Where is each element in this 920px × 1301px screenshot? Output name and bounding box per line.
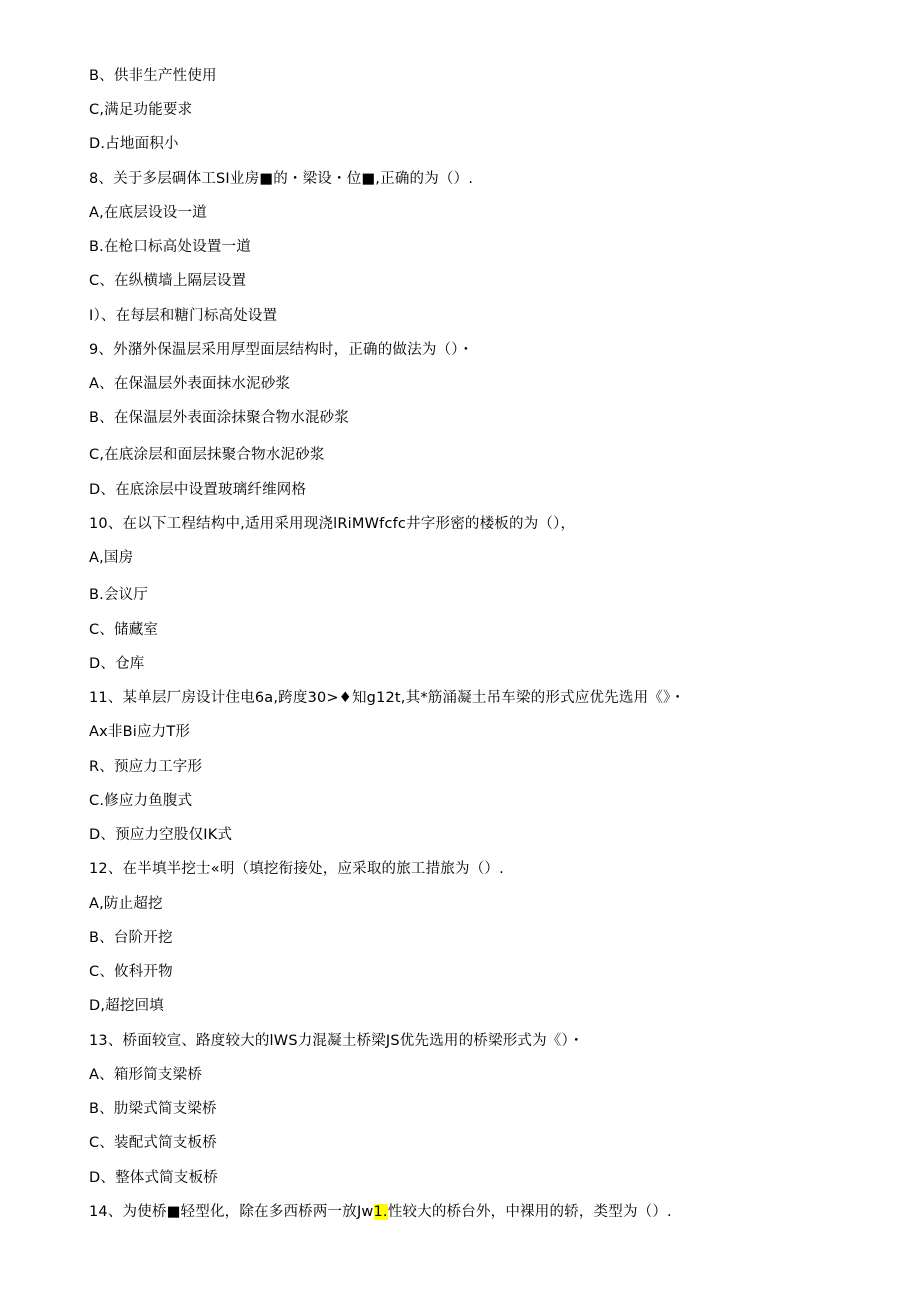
option-line: D.占地面积小 — [89, 136, 179, 152]
option-line: B、在保温层外表面涂抹聚合物水混砂浆 — [89, 410, 350, 426]
option-line: I）、在每层和糖门标高处设置 — [89, 308, 278, 324]
option-line: D、预应力空股仅IK式 — [89, 827, 233, 843]
question-9: 9、外潴外保温层采用厚型面层结构时，正确的做法为（）・ — [89, 342, 474, 358]
option-line: C,满足功能要求 — [89, 102, 193, 118]
option-line: D、在底涂层中设置玻璃纤维网格 — [89, 482, 307, 498]
question-10: 10、在以下工程结构中,适用采用现浇lRiMWfcfc井字形密的楼板的为（）， — [89, 516, 576, 532]
question-8: 8、关于多层碉体工SI业房■的・梁设・位■,正确的为（）. — [89, 171, 474, 187]
option-line: R、预应力工字形 — [89, 759, 203, 775]
question-13: 13、桥面较宣、路度较大的lWS力混凝土桥梁JS优先选用的桥梁形式为《）・ — [89, 1033, 584, 1049]
option-line: A,防止超挖 — [89, 896, 163, 912]
option-line: C、储藏室 — [89, 622, 159, 638]
question-14 — [89, 1202, 672, 1222]
question-11: 11、某单层厂房设计住电6a,跨度30>♦知g12t,其*筋涌凝土吊车梁的形式应优先选用《》・ — [89, 690, 686, 706]
option-line: A,在底层设设一道 — [89, 205, 207, 221]
option-line: Ax非Bi应力T形 — [89, 724, 191, 740]
option-line: B、肋梁式简支梁桥 — [89, 1101, 217, 1117]
option-line: C、攸科开物 — [89, 964, 173, 980]
question-14-text-end: 性较大的桥台外，中裸用的轿，类型为（）. — [387, 1204, 672, 1220]
question-14-text-start: 14、为使桥■轻型化，除在多西桥两一放Jw — [89, 1204, 374, 1220]
option-line: B、供非生产性使用 — [89, 68, 217, 84]
option-line: C.修应力鱼腹式 — [89, 793, 193, 809]
option-line: D,超挖回填 — [89, 998, 164, 1014]
question-12: 12、在半填半挖士«明（填挖衔接处，应采取的旅工措旅为（）. — [89, 861, 504, 877]
option-line: C、装配式简支板桥 — [89, 1135, 217, 1151]
option-line: B.在枪口标高处设置一道 — [89, 239, 251, 255]
option-line: A、在保温层外表面抹水泥砂浆 — [89, 376, 291, 392]
option-line: B.会议厅 — [89, 587, 149, 603]
option-line: A、箱形简支梁桥 — [89, 1067, 203, 1083]
option-line: C、在纵横墙上隔层设置 — [89, 273, 247, 289]
option-line: D、仓库 — [89, 656, 145, 672]
option-line: A,国房 — [89, 550, 134, 566]
highlighted-text: 1. — [373, 1204, 388, 1220]
option-line: D、整体式简支板桥 — [89, 1170, 218, 1186]
option-line: B、台阶开挖 — [89, 930, 173, 946]
option-line: C,在底涂层和面层抹聚合物水泥砂浆 — [89, 447, 325, 463]
